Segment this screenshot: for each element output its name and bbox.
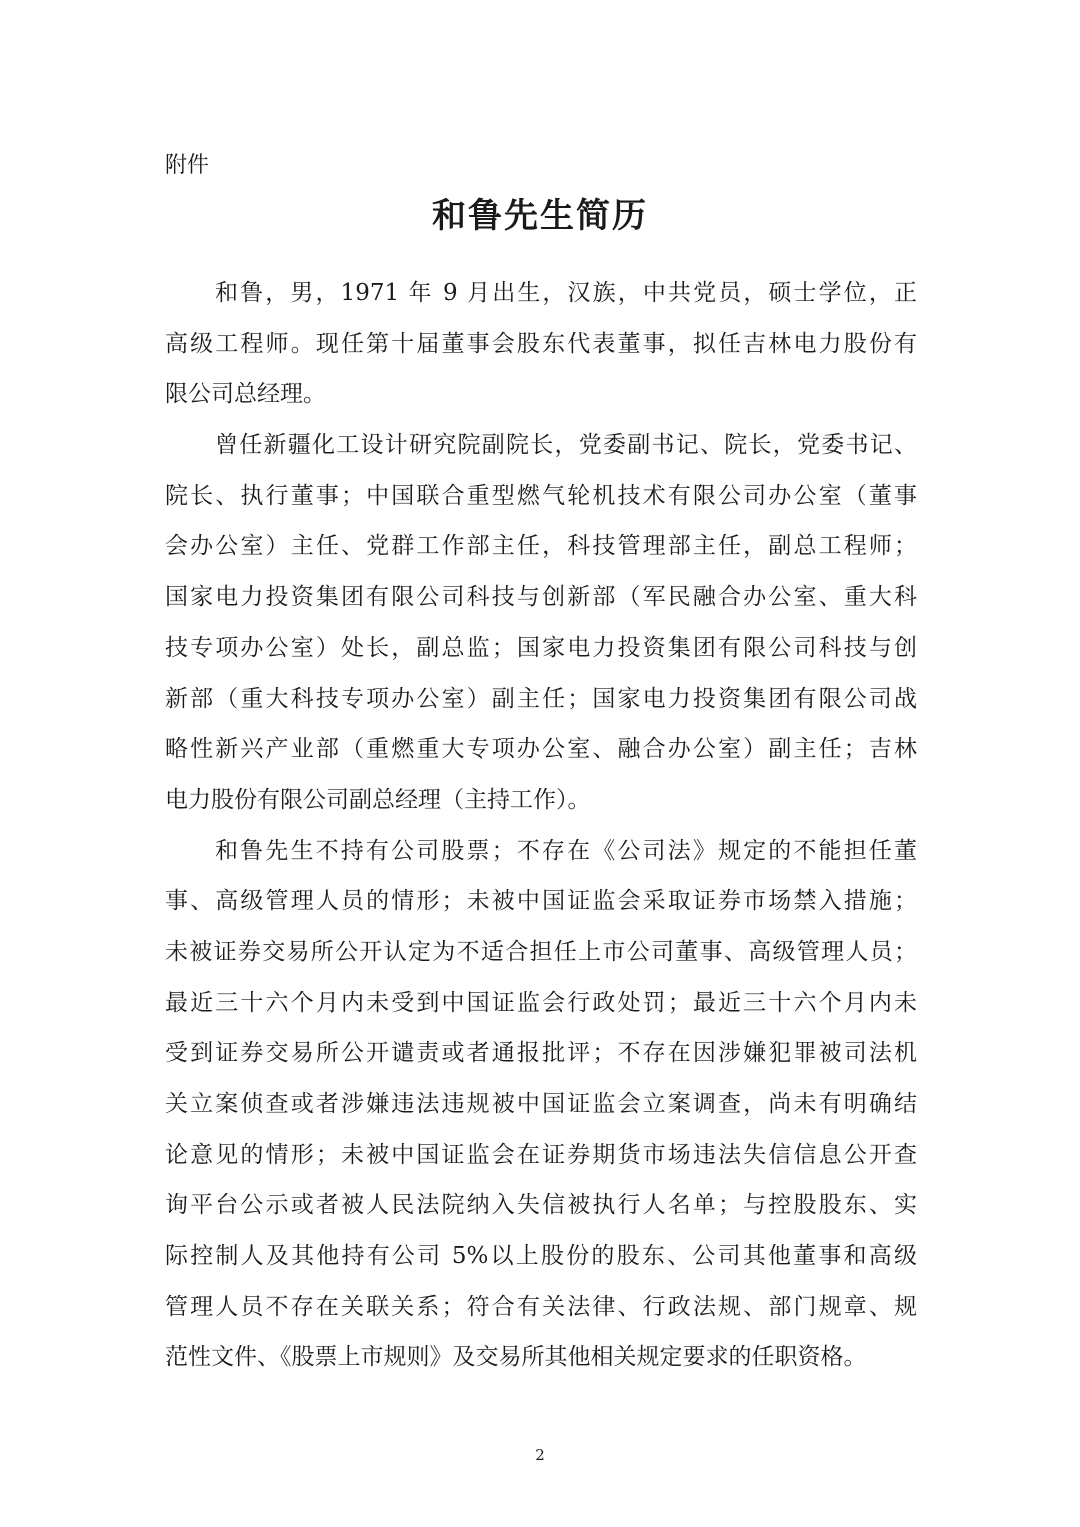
page-title: 和鲁先生简历: [432, 196, 648, 236]
page-number: 2: [535, 1446, 545, 1464]
text-line: 院长、执行董事；中国联合重型燃气轮机技术有限公司办公室（董事: [165, 482, 917, 509]
text-line: 范性文件、《股票上市规则》及交易所其他相关规定要求的任职资格。: [165, 1344, 867, 1371]
attachment-label: 附件: [165, 153, 210, 178]
text-line: 事、高级管理人员的情形；未被中国证监会采取证券市场禁入措施；: [165, 888, 917, 915]
text-line: 未被证券交易所公开认定为不适合担任上市公司董事、高级管理人员；: [165, 938, 917, 965]
text-line: 电力股份有限公司副总经理（主持工作）。: [165, 786, 591, 813]
text-line: 和鲁，男，1971 年 9 月出生，汉族，中共党员，硕士学位，正: [215, 280, 917, 306]
text-line: 技专项办公室）处长，副总监；国家电力投资集团有限公司科技与创: [165, 634, 917, 661]
text-line: 新部（重大科技专项办公室）副主任；国家电力投资集团有限公司战: [165, 685, 917, 712]
text-line: 限公司总经理。: [165, 381, 326, 408]
text-line: 际控制人及其他持有公司 5%以上股份的股东、公司其他董事和高级: [165, 1243, 917, 1270]
text-line: 会办公室）主任、党群工作部主任，科技管理部主任，副总工程师；: [165, 533, 917, 560]
text-line: 询平台公示或者被人民法院纳入失信被执行人名单；与控股股东、实: [165, 1192, 917, 1219]
text-line: 国家电力投资集团有限公司科技与创新部（军民融合办公室、重大科: [165, 584, 917, 611]
text-line: 管理人员不存在关联关系；符合有关法律、行政法规、部门规章、规: [165, 1293, 917, 1320]
text-line: 受到证券交易所公开谴责或者通报批评；不存在因涉嫌犯罪被司法机: [165, 1040, 917, 1067]
document-body: [165, 268, 917, 1383]
paragraph: [165, 826, 917, 1384]
text-line: 略性新兴产业部（重燃重大专项办公室、融合办公室）副主任；吉林: [165, 736, 917, 763]
text-line: 关立案侦查或者涉嫌违法违规被中国证监会立案调查，尚未有明确结: [165, 1091, 917, 1117]
paragraph: [165, 420, 917, 826]
paragraph: [165, 268, 917, 420]
text-line: 最近三十六个月内未受到中国证监会行政处罚；最近三十六个月内未: [165, 989, 917, 1016]
text-line: 和鲁先生不持有公司股票；不存在《公司法》规定的不能担任董: [215, 837, 917, 864]
text-line: 曾任新疆化工设计研究院副院长，党委副书记、院长，党委书记、: [215, 432, 917, 459]
text-line: 高级工程师。现任第十届董事会股东代表董事，拟任吉林电力股份有: [165, 330, 917, 357]
text-line: 论意见的情形；未被中国证监会在证券期货市场违法失信信息公开查: [165, 1141, 917, 1168]
